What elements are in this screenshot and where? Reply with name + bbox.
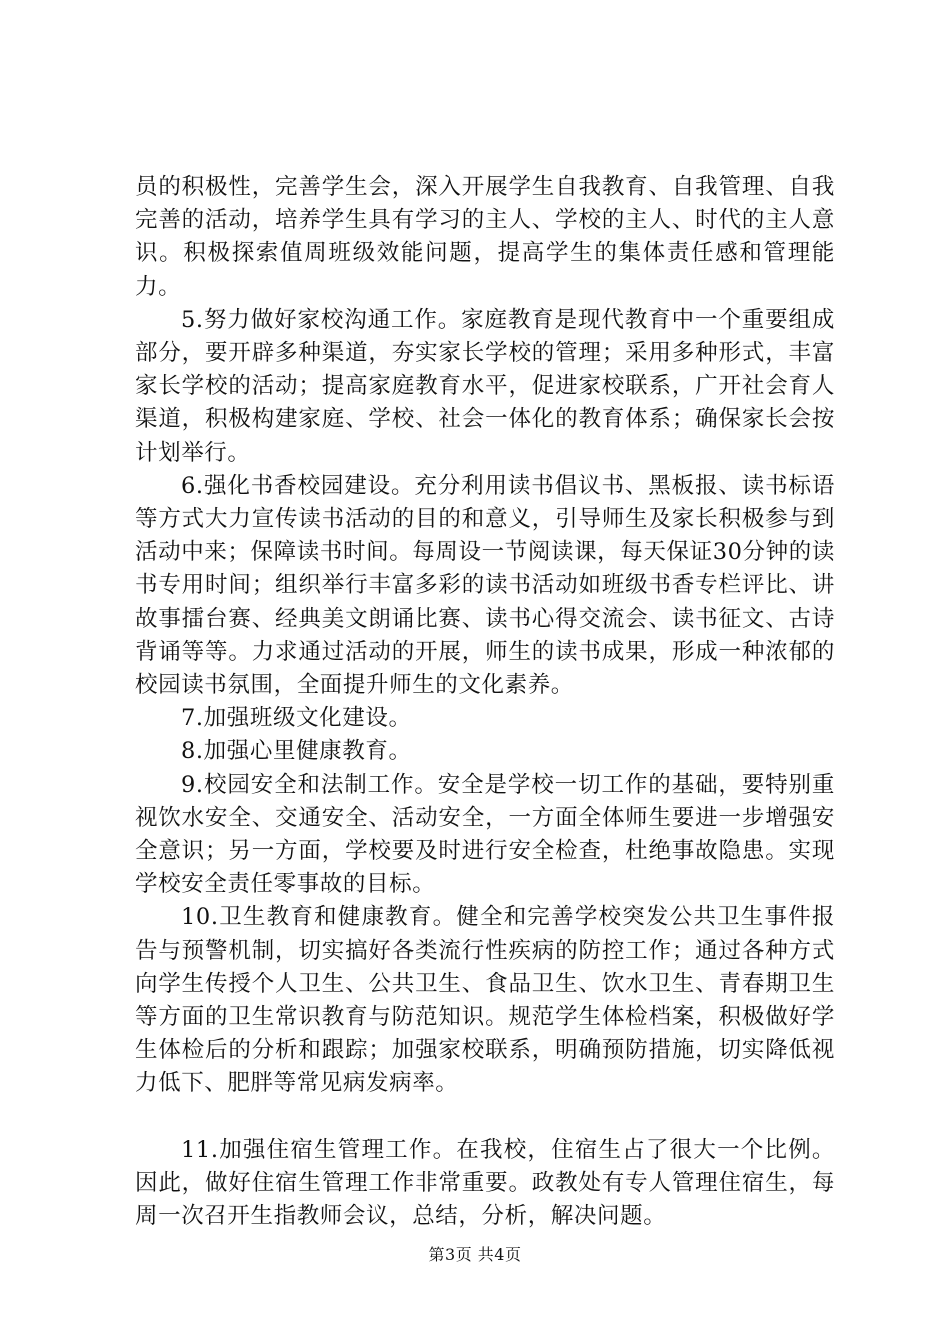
paragraph-item-8: 8.加强心里健康教育。	[181, 738, 412, 765]
paragraph-item-7: 7.加强班级文化建设。	[181, 705, 412, 732]
paragraph-item-11: 11.加强住宿生管理工作。在我校，住宿生占了很大一个比例。因此，做好住宿生管理工作非常重要。政教处有专人管理住宿生，每周一次召开生指教师会议，总结，分析，解决问题。	[135, 1136, 835, 1230]
page-footer: 第3页 共4页	[428, 1245, 522, 1264]
paragraph-item-9: 9.校园安全和法制工作。安全是学校一切工作的基础，要特别重视饮水安全、交通安全、活动安全，一方面全体师生要进一步增强安全意识；另一方面，学校要及时进行安全检查，杜绝事故隐患。实现学校安全责任零事故的目标。	[135, 771, 835, 898]
document-body	[135, 171, 835, 1233]
paragraph-item-5: 5.努力做好家校沟通工作。家庭教育是现代教育中一个重要组成部分，要开辟多种渠道，夯实家长学校的管理；采用多种形式，丰富家长学校的活动；提高家庭教育水平，促进家校联系，广开社会育人渠道，积极构建家庭、学校、社会一体化的教育体系；确保家长会按计划举行。	[135, 306, 835, 466]
paragraph-item-10: 10.卫生教育和健康教育。健全和完善学校突发公共卫生事件报告与预警机制，切实搞好各类流行性疾病的防控工作；通过各种方式向学生传授个人卫生、公共卫生、食品卫生、饮水卫生、青春期卫生等方面的卫生常识教育与防范知识。规范学生体检档案，积极做好学生体检后的分析和跟踪；加强家校联系，明确预防措施，切实降低视力低下、肥胖等常见病发病率。	[135, 904, 835, 1097]
paragraph-continuation: 员的积极性，完善学生会，深入开展学生自我教育、自我管理、自我完善的活动，培养学生具有学习的主人、学校的主人、时代的主人意识。积极探索值周班级效能问题，提高学生的集体责任感和管理能力。	[135, 174, 835, 300]
paragraph-item-6: 6.强化书香校园建设。充分利用读书倡议书、黑板报、读书标语等方式大力宣传读书活动的目的和意义，引导师生及家长积极参与到活动中来；保障读书时间。每周设一节阅读课，每天保证30分钟的读书专用时间；组织举行丰富多彩的读书活动如班级书香专栏评比、讲故事擂台赛、经典美文朗诵比赛、读书心得交流会、读书征文、古诗背诵等等。力求通过活动的开展，师生的读书成果，形成一种浓郁的校园读书氛围，全面提升师生的文化素养。	[135, 472, 835, 699]
